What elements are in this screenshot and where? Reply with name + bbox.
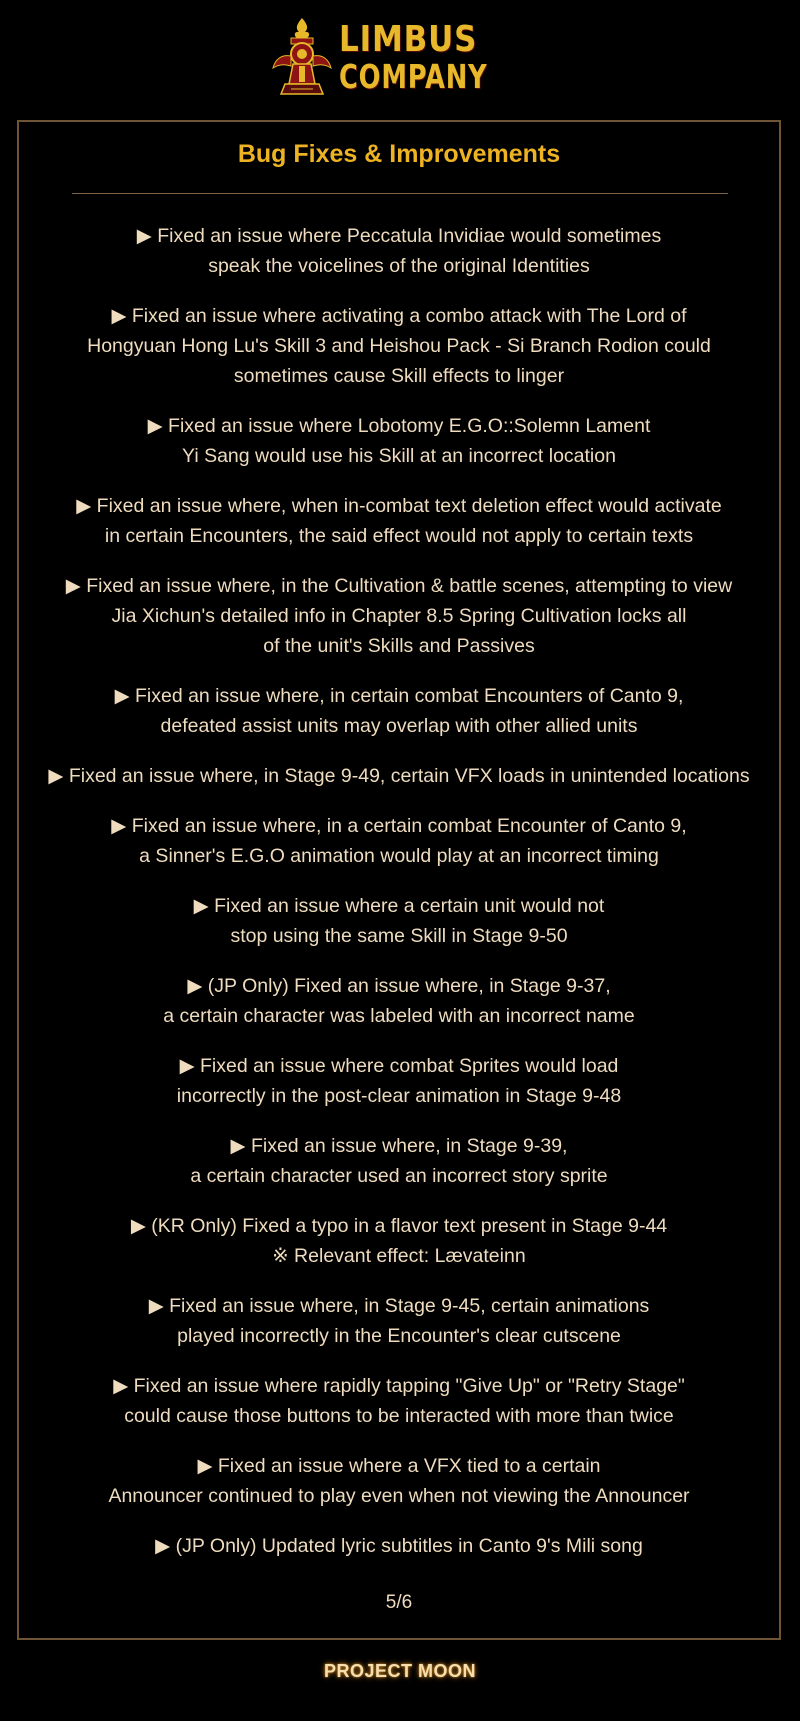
fix-item (19, 221, 779, 281)
patch-notes-panel (17, 120, 781, 1640)
fix-item-line: Announcer continued to play even when not viewing the Announcer (108, 1485, 690, 1507)
fix-item (19, 811, 779, 871)
fix-item (19, 491, 779, 551)
fix-item (19, 571, 779, 661)
panel-title: Bug Fixes & Improvements (237, 140, 561, 168)
limbus-company-emblem-icon (271, 16, 333, 98)
fix-item-line: ▶ Fixed an issue where Lobotomy E.G.O::Solemn Lament (147, 415, 651, 437)
fix-item-line: could cause those buttons to be interacted with more than twice (124, 1405, 674, 1427)
fix-item-line: ▶ Fixed an issue where combat Sprites would load (179, 1055, 619, 1077)
fix-item (19, 1051, 779, 1111)
fix-item-line: stop using the same Skill in Stage 9-50 (230, 925, 568, 947)
fix-item-line: ▶ Fixed an issue where, in Stage 9-45, certain animations (148, 1295, 650, 1317)
fix-item-line: ▶ Fixed an issue where, in Stage 9-39, (230, 1135, 568, 1157)
fix-item-line: ▶ Fixed an issue where rapidly tapping "Give Up" or "Retry Stage" (113, 1375, 685, 1397)
fix-item-line: ▶ (KR Only) Fixed a typo in a flavor text present in Stage 9-44 (130, 1215, 668, 1237)
fix-item-line: incorrectly in the post-clear animation in Stage 9-48 (176, 1085, 622, 1107)
fix-item-line: ▶ Fixed an issue where a VFX tied to a certain (197, 1455, 601, 1477)
fix-item (19, 301, 779, 391)
fix-item-line: ▶ Fixed an issue where Peccatula Invidiae would sometimes (136, 225, 662, 247)
fix-item-line: a certain character was labeled with an incorrect name (163, 1005, 635, 1027)
fix-item-line: of the unit's Skills and Passives (263, 635, 535, 657)
title-divider (72, 193, 728, 194)
logo-line-company: COMPANY (338, 56, 488, 96)
fix-item-line: a Sinner's E.G.O animation would play at an incorrect timing (139, 845, 659, 867)
fix-item-line: ▶ Fixed an issue where, in the Cultivation & battle scenes, attempting to view (65, 575, 733, 597)
fix-item (19, 1531, 779, 1561)
fix-item (19, 1451, 779, 1511)
fix-item (19, 1371, 779, 1431)
logo-wordmark (338, 18, 529, 96)
fix-item-line: ※ Relevant effect: Lævateinn (272, 1245, 526, 1267)
fix-item-line: ▶ Fixed an issue where, in Stage 9-49, certain VFX loads in unintended locations (48, 765, 750, 787)
fix-item-line: ▶ Fixed an issue where, in a certain combat Encounter of Canto 9, (111, 815, 687, 837)
fix-item (19, 1291, 779, 1351)
fix-item-line: Jia Xichun's detailed info in Chapter 8.5 Spring Cultivation locks all (111, 605, 687, 627)
fix-item (19, 971, 779, 1031)
fix-item-line: Hongyuan Hong Lu's Skill 3 and Heishou Pack - Si Branch Rodion could (87, 335, 711, 357)
fix-list (19, 221, 779, 1581)
fix-item-line: ▶ (JP Only) Updated lyric subtitles in Canto 9's Mili song (155, 1535, 643, 1557)
fix-item-line: ▶ Fixed an issue where activating a combo attack with The Lord of (111, 305, 687, 327)
logo-line-limbus: LIMBUS (338, 18, 478, 60)
fix-item (19, 761, 779, 791)
fix-item-line: ▶ Fixed an issue where, when in-combat text deletion effect would activate (76, 495, 722, 517)
fix-item-line: sometimes cause Skill effects to linger (233, 365, 565, 387)
fix-item (19, 411, 779, 471)
page-indicator: 5/6 (385, 1592, 413, 1613)
fix-item-line: ▶ Fixed an issue where, in certain combat Encounters of Canto 9, (114, 685, 684, 707)
fix-item-line: Yi Sang would use his Skill at an incorrect location (182, 445, 616, 467)
fix-item (19, 681, 779, 741)
fix-item-line: defeated assist units may overlap with other allied units (160, 715, 638, 737)
fix-item-line: in certain Encounters, the said effect would not apply to certain texts (104, 525, 694, 547)
fix-item-line: a certain character used an incorrect story sprite (190, 1165, 608, 1187)
fix-item-line: speak the voicelines of the original Identities (208, 255, 590, 277)
header-logo (0, 14, 800, 100)
fix-item-line: ▶ Fixed an issue where a certain unit would not (193, 895, 605, 917)
fix-item (19, 891, 779, 951)
fix-item (19, 1131, 779, 1191)
fix-item (19, 1211, 779, 1271)
fix-item-line: ▶ (JP Only) Fixed an issue where, in Stage 9-37, (187, 975, 611, 997)
footer-brand: PROJECT MOON (323, 1661, 476, 1681)
fix-item-line: played incorrectly in the Encounter's clear cutscene (177, 1325, 621, 1347)
